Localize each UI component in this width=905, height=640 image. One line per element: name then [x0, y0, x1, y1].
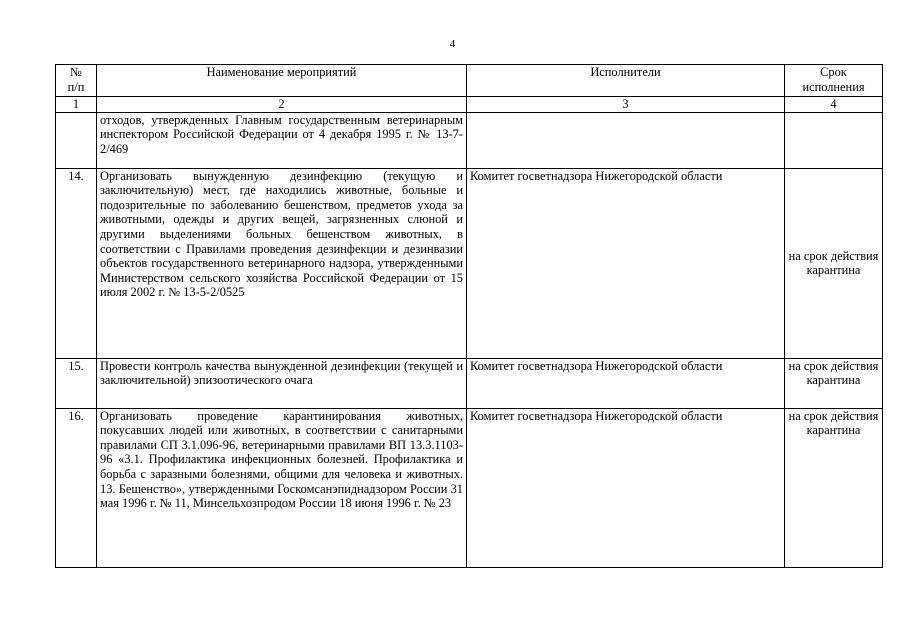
row-term — [785, 112, 883, 168]
measures-table — [55, 64, 883, 568]
header-num-line1: № — [70, 65, 82, 79]
row-executor: Комитет госветнадзора Нижегородской области — [467, 358, 785, 408]
row-name: Провести контроль качества вынужденной дезинфекции (текущей и заключительной) эпизоотического очага — [97, 358, 467, 408]
header-term-line2: исполнения — [802, 79, 865, 94]
table-row — [56, 168, 883, 358]
column-number: 3 — [467, 97, 785, 113]
table-row — [56, 112, 883, 168]
column-number: 1 — [56, 97, 97, 113]
page-number: 4 — [449, 38, 456, 50]
column-number-row — [56, 97, 883, 113]
row-term: на срок действия карантина — [785, 358, 883, 408]
table-row — [56, 358, 883, 408]
header-term-line1: Срок — [820, 65, 847, 79]
row-num: 16. — [56, 408, 97, 567]
row-name: Организовать вынужденную дезинфекцию (текущую и заключительную) мест, где находились животные, больные и подозрительные по заболеванию бешенством, предметов ухода за животными, одежды и других вещей, загрязненных слюной и другими выделениями больных бешенством животных, в соответствии с Правилами проведения дезинфекции и дезинвазии объектов государственного ветеринарного надзора, утвержденными Министерством сельского хозяйства Российской Федерации от 15 июля 2002 г. № 13-5-2/0525 — [97, 168, 467, 358]
row-executor: Комитет госветнадзора Нижегородской области — [467, 408, 785, 567]
row-term: на срок действия карантина — [785, 168, 883, 358]
row-num: 14. — [56, 168, 97, 358]
table-row — [56, 408, 883, 567]
header-num-line2: п/п — [67, 79, 85, 94]
header-num — [56, 65, 97, 97]
row-term: на срок действия карантина — [785, 408, 883, 567]
row-num — [56, 112, 97, 168]
header-name: Наименование мероприятий — [97, 65, 467, 97]
table-header-row — [56, 65, 883, 97]
header-executor: Исполнители — [467, 65, 785, 97]
column-number: 4 — [785, 97, 883, 113]
row-num: 15. — [56, 358, 97, 408]
row-name: отходов, утвержденных Главным государственным ветеринарным инспектором Российской Федерации от 4 декабря 1995 г. № 13-7-2/469 — [97, 112, 467, 168]
row-executor — [467, 112, 785, 168]
row-executor: Комитет госветнадзора Нижегородской области — [467, 168, 785, 358]
header-term — [785, 65, 883, 97]
column-number: 2 — [97, 97, 467, 113]
row-name: Организовать проведение карантинирования животных, покусавших людей или животных, в соответствии с санитарными правилами СП 3.1.096-96, ветеринарными правилами ВП 13.3.1103-96 «3.1. Профилактика инфекционных болезней. Профилактика и борьба с заразными болезнями, общими для человека и животных. 13. Бешенство», утвержденными Госкомсанэпиднадзором России 31 мая 1996 г. № 11, Минсельхозпродом России 18 июня 1996 г. № 23 — [97, 408, 467, 567]
